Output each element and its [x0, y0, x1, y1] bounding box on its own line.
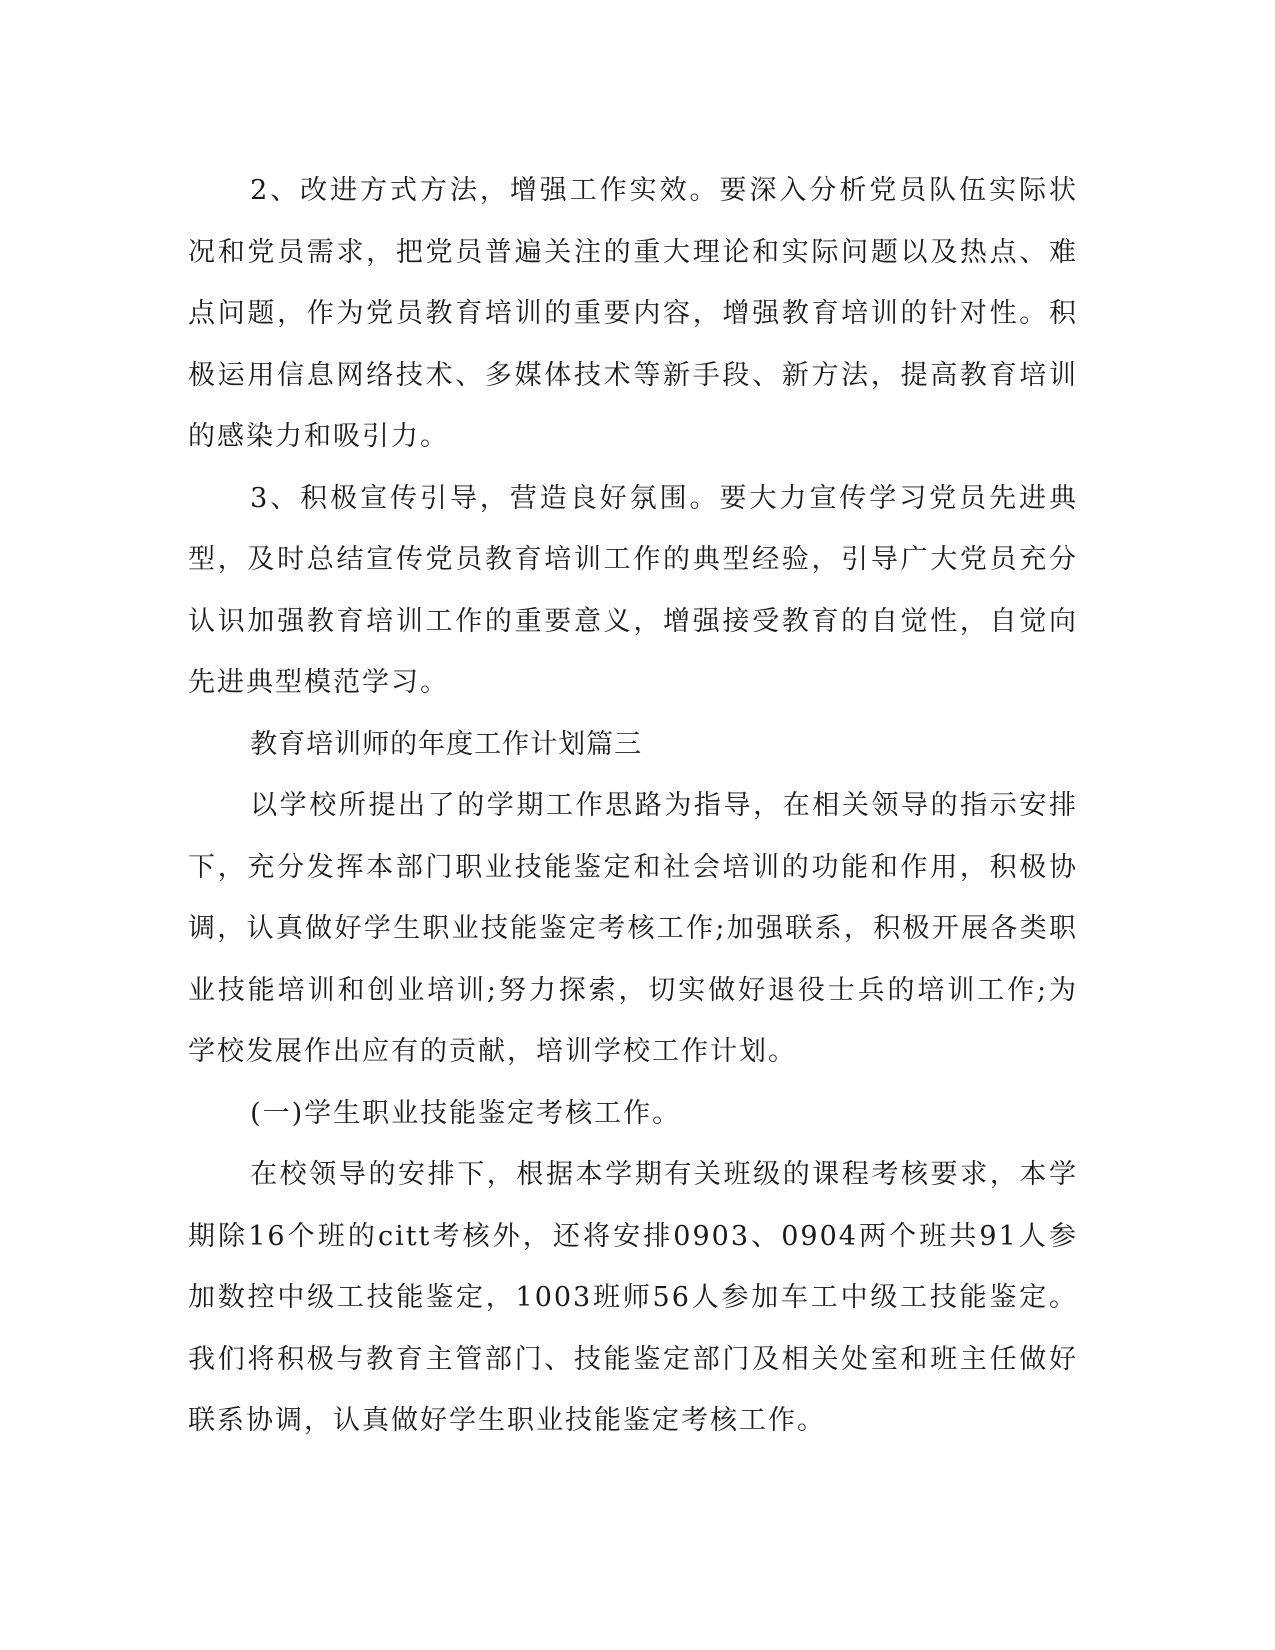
paragraph-improve-methods: 2、改进方式方法，增强工作实效。要深入分析党员队伍实际状况和党员需求，把党员普遍关注的重大理论和实际问题以及热点、难点问题，作为党员教育培训的重要内容，增强教育培训的针对性。积极运用信息网络技术、多媒体技术等新手段、新方法，提高教育培训的感染力和吸引力。: [188, 175, 1078, 452]
document-body: [188, 160, 1078, 1452]
paragraph-skill-assessment: 在校领导的安排下，根据本学期有关班级的课程考核要求，本学期除16个班的citt考核外，还将安排0903、0904两个班共91人参加数控中级工技能鉴定，1003班师56人参加车工中级工技能鉴定。我们将积极与教育主管部门、技能鉴定部门及相关处室和班主任做好联系协调，认真做好学生职业技能鉴定考核工作。: [188, 1159, 1078, 1436]
subsection-heading: (一)学生职业技能鉴定考核工作。: [250, 1097, 682, 1129]
section-heading: 教育培训师的年度工作计划篇三: [250, 728, 643, 760]
paragraph-publicity-guidance: 3、积极宣传引导，营造良好氛围。要大力宣传学习党员先进典型，及时总结宣传党员教育培训工作的典型经验，引导广大党员充分认识加强教育培训工作的重要意义，增强接受教育的自觉性，自觉向先进典型模范学习。: [188, 482, 1078, 698]
paragraph-guiding-principle: 以学校所提出了的学期工作思路为指导，在相关领导的指示安排下，充分发挥本部门职业技能鉴定和社会培训的功能和作用，积极协调，认真做好学生职业技能鉴定考核工作;加强联系，积极开展各类职业技能培训和创业培训;努力探索，切实做好退役士兵的培训工作;为学校发展作出应有的贡献，培训学校工作计划。: [188, 790, 1078, 1067]
